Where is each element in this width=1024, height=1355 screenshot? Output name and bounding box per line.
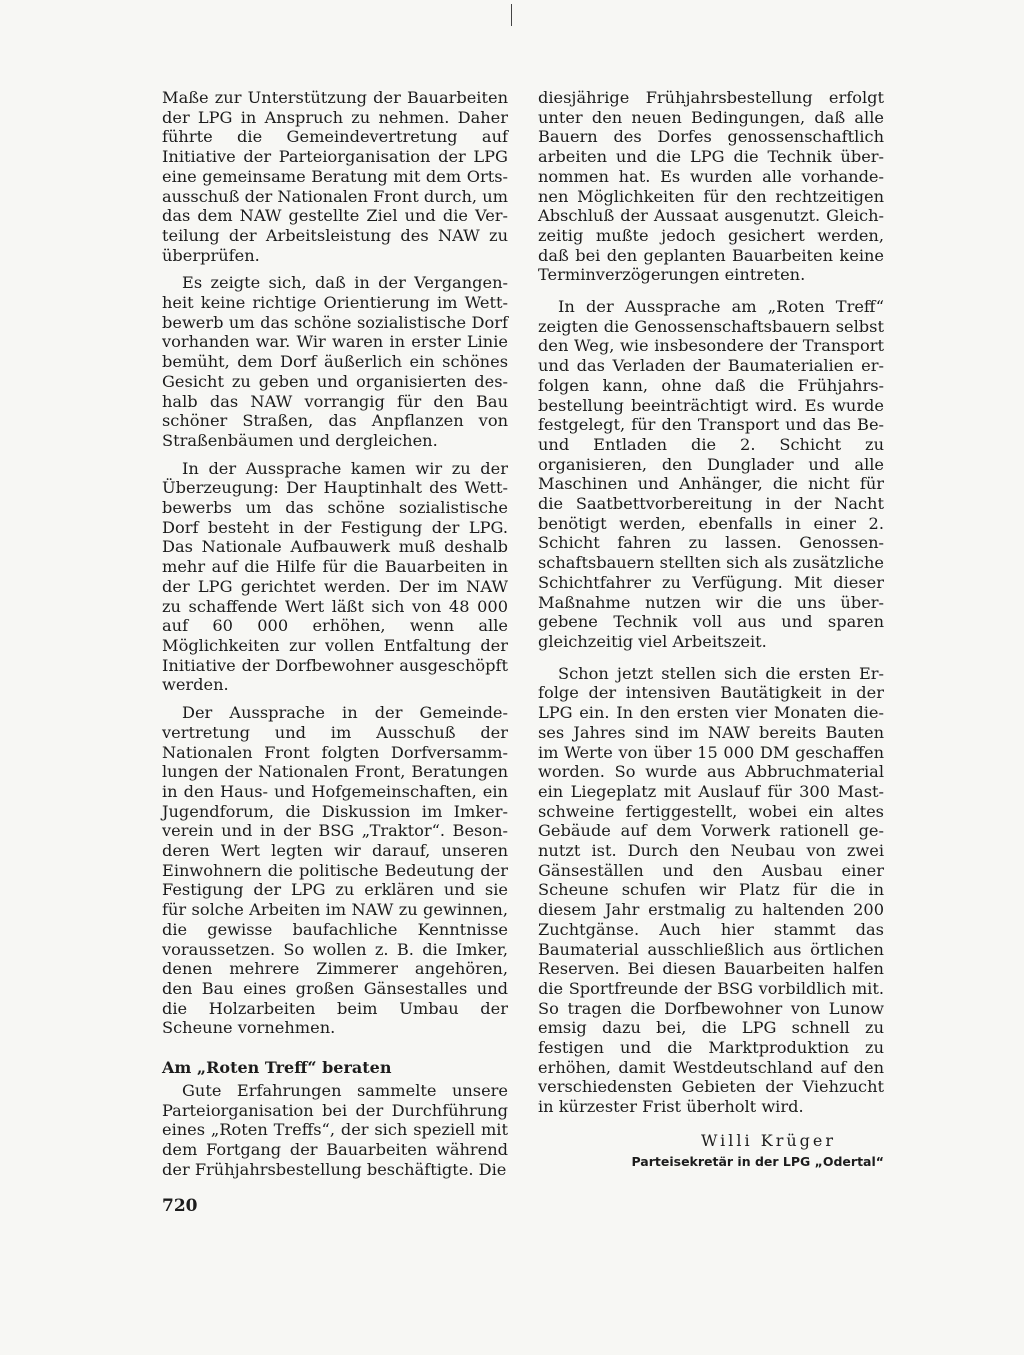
paragraph: Der Aussprache in der Gemeindevertretung und im Ausschuß der Nationalen Front folgten Dorfversammlungen der Nationalen Front, Beratungen in den Haus- und Hofgemeinschaften, ein Jugendforum, die Diskussion im Imkerverein und in der BSG „Traktor“. Besonderen Wert legten wir darauf, unseren Einwohnern die politische Bedeutung der Festigung der LPG zu erklären und sie für solche Arbeiten im NAW zu gewinnen, die gewisse baufachliche Kenntnisse voraussetzen. So wollen z. B. die Imker, denen mehrere Zimmerer angehören, den Bau eines großen Gänsestalles und die Holzarbeiten beim Umbau der Scheune vornehmen.: [162, 703, 508, 1038]
paragraph: Gute Erfahrungen sammelte unsere Parteiorganisation bei der Durchführung eines „Roten Treffs“, der sich speziell mit dem Fortgang der Bauarbeiten während der Frühjahrsbestellung beschäftigte. Die: [162, 1081, 508, 1179]
paragraph: diesjährige Frühjahrsbestellung erfolgt unter den neuen Bedingungen, daß alle Bauern des Dorfes genossenschaftlich arbeiten und die LPG die Technik übernommen hat. Es wurden alle vorhandenen Möglichkeiten für den rechtzeitigen Abschluß der Aussaat ausgenutzt. Gleichzeitig mußte jedoch gesichert werden, daß bei den geplanten Bauarbeiten keine Terminverzögerungen eintreten.: [538, 88, 884, 285]
author-signature: [538, 1131, 884, 1169]
author-name: Willi Krüger: [701, 1130, 836, 1150]
scan-edge-mark: [511, 4, 512, 26]
paragraph: In der Aussprache kamen wir zu der Überzeugung: Der Hauptinhalt des Wettbewerbs um das schöne sozialistische Dorf besteht in der Festigung der LPG. Das Nationale Aufbauwerk muß deshalb mehr auf die Hilfe für die Bauarbeiten in der LPG gerichtet werden. Der im NAW zu schaffende Wert läßt sich von 48 000 auf 60 000 erhöhen, wenn alle Möglichkeiten zur vollen Entfaltung der Initiative der Dorfbewohner ausgeschöpft werden.: [162, 458, 508, 695]
paragraph: Es zeigte sich, daß in der Vergangenheit keine richtige Orientierung im Wettbewerb um das schöne sozialistische Dorf vorhanden war. Wir waren in erster Linie bemüht, dem Dorf äußerlich ein schönes Gesicht zu geben und organisierten deshalb das NAW vorrangig für den Bau schöner Straßen, das Anpflanzen von Straßenbäumen und dergleichen.: [162, 273, 508, 450]
paragraph: Maße zur Unterstützung der Bauarbeiten der LPG in Anspruch zu nehmen. Daher führte die Gemeindevertretung auf Initiative der Parteiorganisation der LPG eine gemeinsame Beratung mit dem Ortsausschuß der Nationalen Front durch, um das dem NAW gestellte Ziel und die Verteilung der Arbeitsleistung des NAW zu überprüfen.: [162, 88, 508, 265]
right-column: [538, 88, 884, 1169]
paragraph: In der Aussprache am „Roten Treff“ zeigten die Genossenschaftsbauern selbst den Weg, wie insbesondere der Transport und das Verladen der Baumaterialien erfolgen kann, ohne daß die Frühjahrsbestellung beeinträchtigt wird. Es wurde festgelegt, für den Transport und das Be- und Entladen die 2. Schicht zu organisieren, den Dunglader und alle Maschinen und Anhänger, die nicht für die Saatbettvorbereitung in der Nacht benötigt werden, ebenfalls in einer 2. Schicht fahren zu lassen. Genossenschaftsbauern stellten sich als zusätzliche Schichtfahrer zu Verfügung. Mit dieser Maßnahme nutzen wir die uns übergebene Technik voll aus und sparen gleichzeitig viel Arbeitszeit.: [538, 297, 884, 651]
left-column: [162, 88, 508, 1180]
section-heading: Am „Roten Treff“ beraten: [162, 1058, 392, 1078]
page-number: 720: [162, 1196, 198, 1216]
author-role: Parteisekretär in der LPG „Odertal“: [631, 1153, 884, 1169]
paragraph: Schon jetzt stellen sich die ersten Erfolge der intensiven Bautätigkeit in der LPG ein. In den ersten vier Monaten dieses Jahres sind im NAW bereits Bauten im Werte von über 15 000 DM geschaffen worden. So wurde aus Abbruchmaterial ein Liegeplatz mit Auslauf für 300 Mastschweine fertiggestellt, wobei ein altes Gebäude auf dem Vorwerk rationell genutzt ist. Durch den Neubau von zwei Gänseställen und den Ausbau einer Scheune schufen wir Platz für die in diesem Jahr erstmalig zu haltenden 200 Zuchtgänse. Auch hier stammt das Baumaterial ausschließlich aus örtlichen Reserven. Bei diesen Bauarbeiten halfen die Sportfreunde der BSG vorbildlich mit. So tragen die Dorfbewohner von Lunow emsig dazu bei, die LPG schnell zu festigen und die Marktproduktion zu erhöhen, damit Westdeutschland auf den verschiedensten Gebieten der Viehzucht in kürzester Frist überholt wird.: [538, 663, 884, 1117]
